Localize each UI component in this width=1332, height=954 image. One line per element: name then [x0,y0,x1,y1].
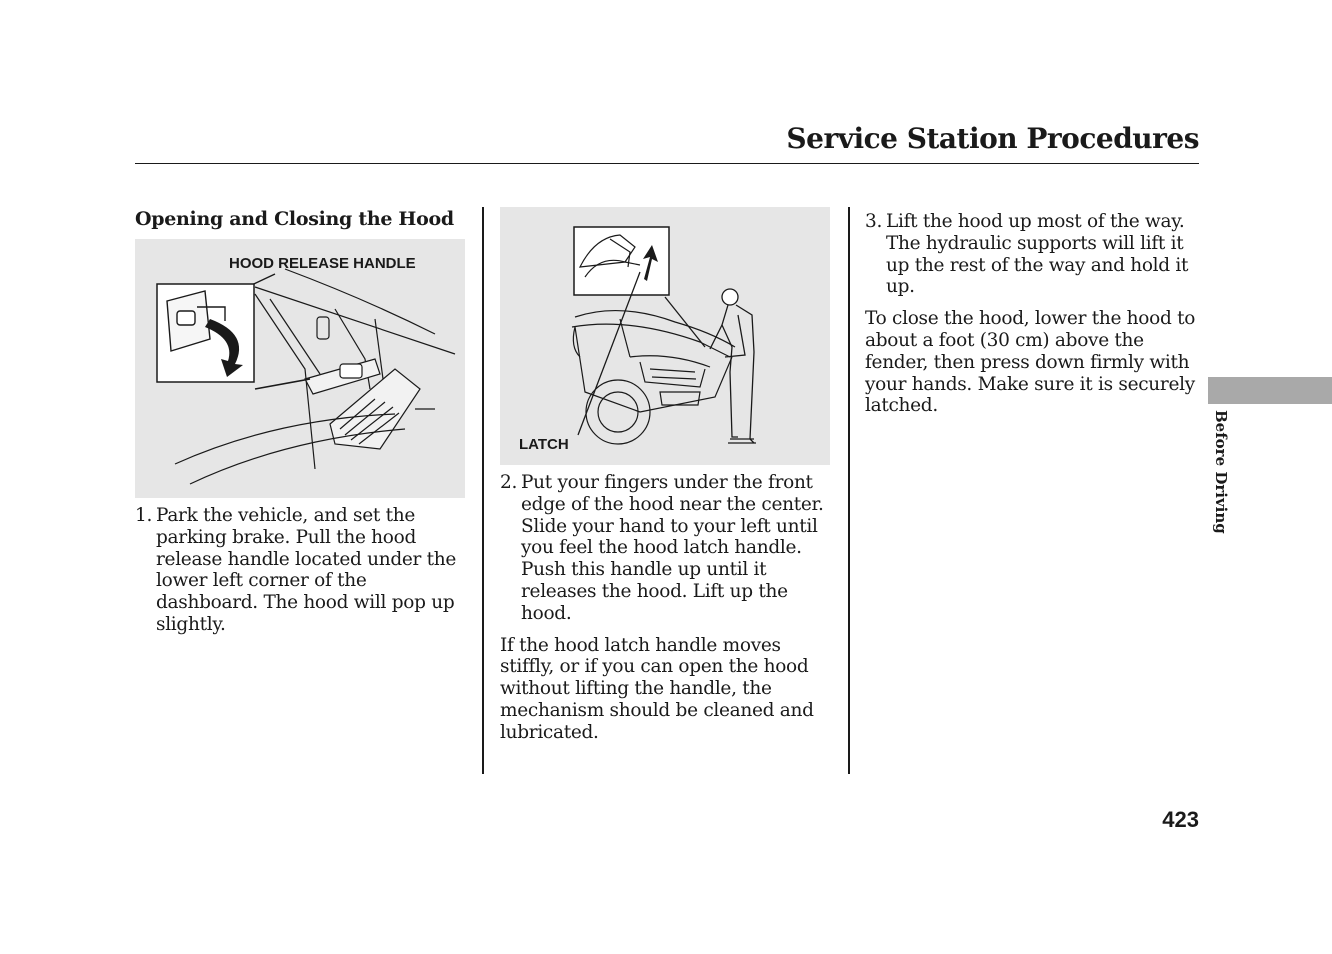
latch-illustration [500,207,830,465]
hood-release-illustration [135,239,465,498]
stiff-latch-paragraph: If the hood latch handle moves stiffly, or if you can open the hood without lifting the handle, the mechanism should be cleaned and lubricated. [500,634,814,743]
step-number: 1. [135,505,153,526]
page-number: 423 [1162,807,1199,832]
step-2 [500,472,840,625]
step-3 [865,211,1199,298]
hood-release-label: HOOD RELEASE HANDLE [229,255,416,272]
step-text: Put your fingers under the front edge of the hood near the center. Slide your hand to your left until you feel the hood latch handle. Push this handle up until it releases the hood. Lift up the hood. [521,472,824,624]
step-3-block [865,211,1199,417]
column-divider-right [848,207,850,774]
step-number: 3. [865,211,883,232]
step-number: 2. [500,472,518,493]
step-text: Lift the hood up most of the way. The hydraulic supports will lift it up the rest of the way and hold it up. [886,211,1189,298]
step-text: Park the vehicle, and set the parking brake. Pull the hood release handle located under the lower left corner of the dashboard. The hood will pop up slightly. [156,505,457,635]
side-tab-label: Before Driving [1212,410,1230,534]
page-title: Service Station Procedures [786,122,1199,155]
header-rule [135,163,1199,164]
latch-label: LATCH [519,436,569,453]
step-2-block [500,472,840,744]
step-1 [135,505,470,636]
section-heading: Opening and Closing the Hood [135,208,454,230]
side-tab [1208,377,1332,404]
hood-release-figure [135,239,465,498]
step-1-block [135,505,470,636]
column-divider-left [482,207,484,774]
close-hood-paragraph: To close the hood, lower the hood to about a foot (30 cm) above the fender, then press down firmly with your hands. Make sure it is securely latched. [865,308,1196,417]
latch-figure [500,207,830,465]
